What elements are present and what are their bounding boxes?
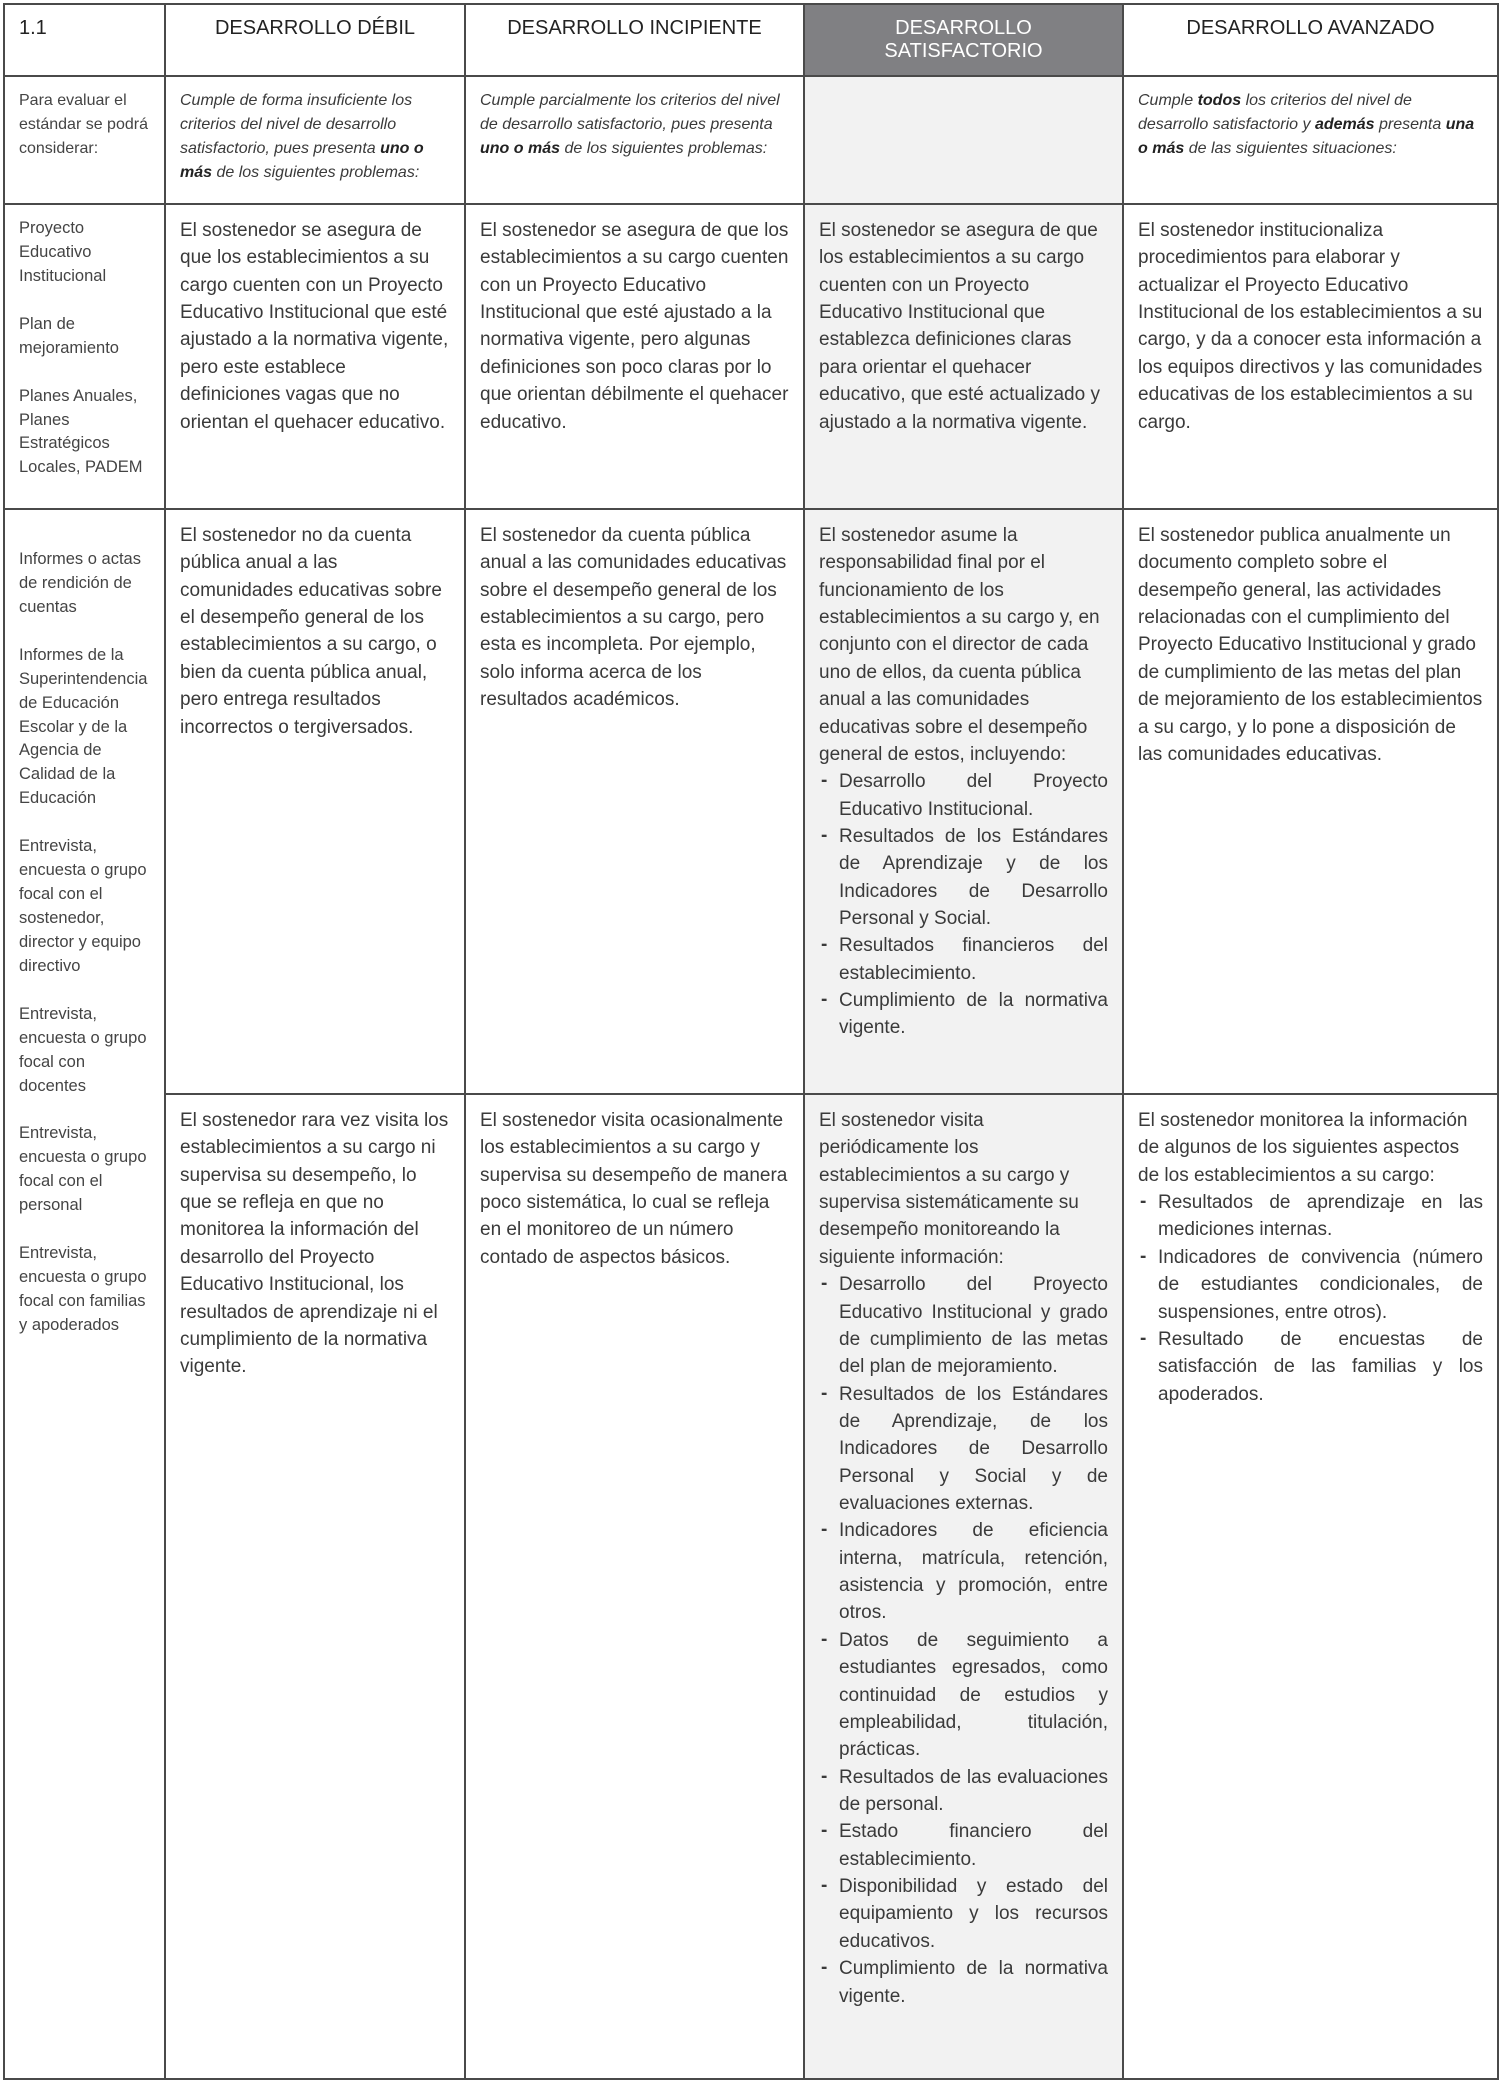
list-item: - Cumplimiento de la normativa vigente. [839, 987, 1108, 1042]
row2-incipient: El sostenedor da cuenta pública anual a las comunidades educativas sobre el desempeño general de los establecimientos a su cargo, pero esta es incompleta. Por ejemplo, solo informa acerca de los resultados académicos. [465, 509, 804, 1094]
list-item: - Indicadores de eficiencia interna, matrícula, retención, asistencia y promoción, entre otros. [839, 1517, 1108, 1626]
source-item: Planes Anuales, Planes Estratégicos Locales, PADEM [19, 386, 143, 477]
sources-row-2 [4, 509, 165, 2079]
rubric-row-3 [4, 1094, 1498, 2079]
header-satisfactory: DESARROLLO SATISFACTORIO [804, 4, 1123, 76]
weak-intro: Cumple de forma insuficiente los criterios del nivel de desarrollo satisfactorio, pues presenta uno o más de los siguientes problemas: [165, 76, 465, 204]
list-item: - Desarrollo del Proyecto Educativo Institucional y grado de cumplimiento de las metas del plan de mejoramiento. [839, 1271, 1108, 1380]
rubric-row-2 [4, 509, 1498, 1094]
row1-satisfactory: El sostenedor se asegura de que los establecimientos a su cargo cuenten con un Proyecto Educativo Institucional que establezca definiciones claras para orientar el quehacer educativo, que esté actualizado y ajustado a la normativa vigente. [804, 204, 1123, 509]
source-item: Informes o actas de rendición de cuentas [19, 550, 141, 616]
sources-row-1 [4, 204, 165, 509]
row2-satisfactory-list [819, 768, 1108, 1042]
source-item: Informes de la Superintendencia de Educación Escolar y de la Agencia de Calidad de la Educación [19, 645, 148, 808]
source-item: Proyecto Educativo Institucional [19, 219, 107, 285]
subheader-row [4, 76, 1498, 204]
row1-advanced: El sostenedor institucionaliza procedimientos para elaborar y actualizar el Proyecto Educativo Institucional de los establecimientos a su cargo, y da a conocer esta información a los equipos directivos y las comunidades educativas de los establecimientos a su cargo. [1123, 204, 1498, 509]
list-item: - Resultados financieros del establecimiento. [839, 932, 1108, 987]
list-item: - Indicadores de convivencia (número de estudiantes condicionales, de suspensiones, entre otros). [1158, 1244, 1483, 1326]
list-item: - Cumplimiento de la normativa vigente. [839, 1955, 1108, 2010]
list-item: - Resultados de aprendizaje en las mediciones internas. [1158, 1189, 1483, 1244]
source-item: Entrevista, encuesta o grupo focal con el sostenedor, director y equipo directivo [19, 837, 147, 975]
header-weak: DESARROLLO DÉBIL [165, 4, 465, 76]
row1-incipient: El sostenedor se asegura de que los establecimientos a su cargo cuenten con un Proyecto Educativo Institucional que esté ajustado a la normativa vigente, pero algunas definiciones son poco claras por lo que orientan débilmente el quehacer educativo. [465, 204, 804, 509]
rubric-row-1 [4, 204, 1498, 509]
standard-code: 1.1 [4, 4, 165, 76]
row1-weak: El sostenedor se asegura de que los establecimientos a su cargo cuenten con un Proyecto Educativo Institucional que esté ajustado a la normativa vigente, pero este establece definiciones vagas que no orientan el quehacer educativo. [165, 204, 465, 509]
list-item: - Resultado de encuestas de satisfacción de las familias y los apoderados. [1158, 1326, 1483, 1408]
row3-satisfactory-intro: El sostenedor visita periódicamente los establecimientos a su cargo y supervisa sistemáticamente su desempeño monitoreando la siguiente información: [819, 1110, 1079, 1268]
list-item: - Resultados de los Estándares de Aprendizaje, de los Indicadores de Desarrollo Personal y Social y de evaluaciones externas. [839, 1381, 1108, 1518]
list-item: - Disponibilidad y estado del equipamiento y los recursos educativos. [839, 1873, 1108, 1955]
header-incipient: DESARROLLO INCIPIENTE [465, 4, 804, 76]
source-item: Plan de mejoramiento [19, 314, 119, 357]
row3-satisfactory-list [819, 1271, 1108, 2010]
source-item: Entrevista, encuesta o grupo focal con el personal [19, 1124, 147, 1215]
source-item: Entrevista, encuesta o grupo focal con familias y apoderados [19, 1244, 147, 1334]
row3-advanced-intro: El sostenedor monitorea la información de algunos de los siguientes aspectos de los establecimientos a su cargo: [1138, 1110, 1468, 1186]
source-item: Entrevista, encuesta o grupo focal con docentes [19, 1004, 147, 1095]
list-item: - Resultados de las evaluaciones de personal. [839, 1764, 1108, 1819]
row2-weak: El sostenedor no da cuenta pública anual a las comunidades educativas sobre el desempeño general de los establecimientos a su cargo, o bien da cuenta pública anual, pero entrega resultados incorrectos o tergiversados. [165, 509, 465, 1094]
list-item: - Estado financiero del establecimiento. [839, 1818, 1108, 1873]
list-item: - Desarrollo del Proyecto Educativo Institucional. [839, 768, 1108, 823]
satisfactory-intro-empty [804, 76, 1123, 204]
row2-satisfactory-intro: El sostenedor asume la responsabilidad final por el funcionamiento de los establecimientos a su cargo y, en conjunto con el director de cada uno de ellos, da cuenta pública anual a las comunidades educativas sobre el desempeño general de estos, incluyendo: [819, 525, 1100, 765]
header-advanced: DESARROLLO AVANZADO [1123, 4, 1498, 76]
row2-satisfactory [804, 509, 1123, 1094]
rubric-table [3, 3, 1499, 2080]
list-item: - Resultados de los Estándares de Aprendizaje y de los Indicadores de Desarrollo Personal y Social. [839, 823, 1108, 932]
evaluate-label: Para evaluar el estándar se podrá considerar: [4, 76, 165, 204]
row3-satisfactory [804, 1094, 1123, 2079]
row3-weak: El sostenedor rara vez visita los establecimientos a su cargo ni supervisa su desempeño, lo que se refleja en que no monitorea la información del desarrollo del Proyecto Educativo Institucional, los resultados de aprendizaje ni el cumplimiento de la normativa vigente. [165, 1094, 465, 2079]
row3-advanced-list [1138, 1189, 1483, 1408]
row2-advanced: El sostenedor publica anualmente un documento completo sobre el desempeño general, las actividades relacionadas con el cumplimiento del Proyecto Educativo Institucional y grado de cumplimiento de las metas del plan de mejoramiento de los establecimientos a su cargo, y lo pone a disposición de las comunidades educativas. [1123, 509, 1498, 1094]
incipient-intro: Cumple parcialmente los criterios del nivel de desarrollo satisfactorio, pues presenta uno o más de los siguientes problemas: [465, 76, 804, 204]
header-row [4, 4, 1498, 76]
list-item: - Datos de seguimiento a estudiantes egresados, como continuidad de estudios y empleabilidad, titulación, prácticas. [839, 1627, 1108, 1764]
row3-advanced [1123, 1094, 1498, 2079]
advanced-intro: Cumple todos los criterios del nivel de desarrollo satisfactorio y además presenta una o más de las siguientes situaciones: [1123, 76, 1498, 204]
row3-incipient: El sostenedor visita ocasionalmente los establecimientos a su cargo y supervisa su desempeño de manera poco sistemática, lo cual se refleja en el monitoreo de un número contado de aspectos básicos. [465, 1094, 804, 2079]
